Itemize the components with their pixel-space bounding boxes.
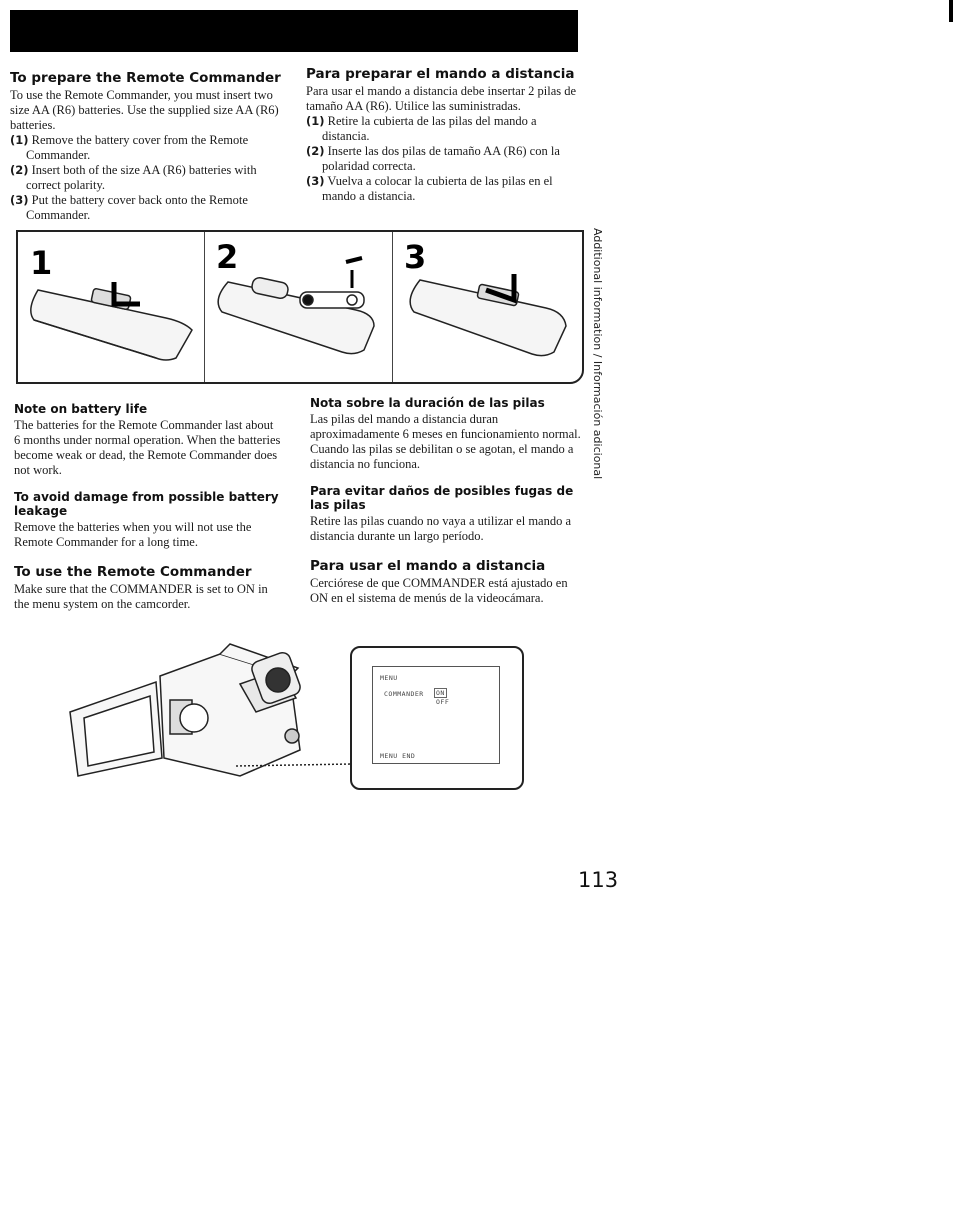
en-step-1-num: (1): [10, 133, 29, 147]
menu-item-commander: COMMANDER: [384, 690, 424, 698]
es-step-2-num: (2): [306, 144, 325, 158]
figure-step-3-label: 3: [404, 238, 427, 276]
menu-option-on: ON: [436, 689, 445, 697]
remote-illustration: [218, 258, 374, 354]
es-prepare-section: [306, 66, 578, 204]
es-step-3: [306, 174, 578, 204]
es-battery-life-text: Las pilas del mando a distancia duran aproximadamente 6 meses en funcionamiento normal. Cuando las pilas se debilitan o se agotan, el mando a distancia no funciona.: [310, 412, 581, 471]
es-use-section: [310, 558, 582, 606]
en-step-2-text: Insert both of the size AA (R6) batteries with correct polarity.: [26, 163, 257, 192]
en-step-3: [10, 193, 290, 223]
en-battery-life-text: The batteries for the Remote Commander last about 6 months under normal operation. When the batteries become weak or dead, the Remote Commander does not work.: [14, 418, 281, 477]
es-step-1-text: Retire la cubierta de las pilas del mando a distancia.: [322, 114, 537, 143]
es-avoid-damage-text: Retire las pilas cuando no vaya a utilizar el mando a distancia durante un largo período.: [310, 514, 572, 543]
en-step-2-num: (2): [10, 163, 29, 177]
camcorder-illustration: [60, 640, 360, 790]
es-prepare-body: [306, 84, 578, 204]
side-label: Additional information / Información adicional: [591, 228, 604, 480]
en-avoid-damage-section: [14, 490, 282, 550]
en-use-section: [14, 564, 282, 612]
edge-mark: [949, 0, 953, 22]
menu-title: MENU: [380, 674, 398, 682]
en-prepare-heading: To prepare the Remote Commander: [10, 70, 281, 86]
en-prepare-section: [10, 70, 290, 223]
menu-footer: MENU END: [380, 752, 416, 760]
figure-step-2-label: 2: [216, 238, 239, 276]
es-step-2: [306, 144, 578, 174]
en-use-heading: To use the Remote Commander: [14, 564, 252, 580]
remote-illustration: [410, 274, 566, 356]
es-step-1-num: (1): [306, 114, 325, 128]
en-step-3-num: (3): [10, 193, 29, 207]
en-step-3-text: Put the battery cover back onto the Remote Commander.: [26, 193, 248, 222]
header-bar: [10, 10, 578, 52]
es-prepare-intro: Para usar el mando a distancia debe insertar 2 pilas de tamaño AA (R6). Utilice las suministradas.: [306, 84, 577, 113]
menu-option-off: OFF: [436, 698, 450, 706]
en-step-2: [10, 163, 290, 193]
es-step-1: [306, 114, 578, 144]
es-battery-life-section: [310, 396, 582, 472]
es-step-3-num: (3): [306, 174, 325, 188]
es-prepare-heading: Para preparar el mando a distancia: [306, 66, 575, 82]
es-step-2-text: Inserte las dos pilas de tamaño AA (R6) con la polaridad correcta.: [322, 144, 560, 173]
es-battery-life-heading: Nota sobre la duración de las pilas: [310, 396, 545, 410]
en-prepare-body: [10, 88, 290, 223]
en-battery-life-section: [14, 402, 282, 478]
en-step-1-text: Remove the battery cover from the Remote Commander.: [26, 133, 249, 162]
es-use-text: Cerciórese de que COMMANDER está ajustado en ON en el sistema de menús de la videocámara.: [310, 576, 568, 605]
en-avoid-damage-text: Remove the batteries when you will not use the Remote Commander for a long time.: [14, 520, 252, 549]
es-avoid-damage-heading: Para evitar daños de posibles fugas de las pilas: [310, 484, 574, 512]
en-use-text: Make sure that the COMMANDER is set to ON in the menu system on the camcorder.: [14, 582, 268, 611]
en-avoid-damage-heading: To avoid damage from possible battery leakage: [14, 490, 279, 518]
figure-step-1-label: 1: [30, 244, 53, 282]
battery-illustrations: [16, 230, 582, 382]
es-step-3-text: Vuelva a colocar la cubierta de las pilas en el mando a distancia.: [322, 174, 553, 203]
en-battery-life-heading: Note on battery life: [14, 402, 148, 416]
page-number: 113: [578, 868, 619, 892]
remote-illustration: [31, 282, 192, 360]
en-prepare-intro: To use the Remote Commander, you must insert two size AA (R6) batteries. Use the supplied size AA (R6) batteries.: [10, 88, 279, 132]
es-use-heading: Para usar el mando a distancia: [310, 558, 546, 574]
en-step-1: [10, 133, 290, 163]
es-avoid-damage-section: [310, 484, 582, 544]
